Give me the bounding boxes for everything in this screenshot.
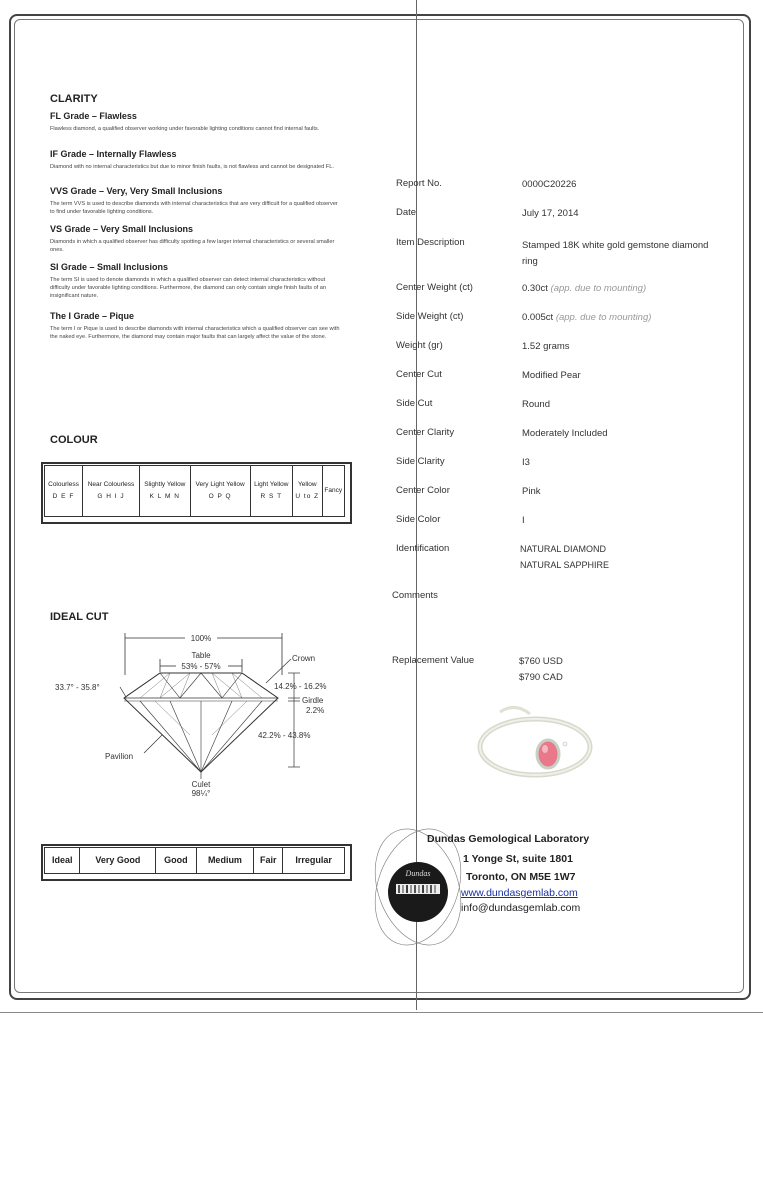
ring-shank — [500, 707, 530, 714]
label-center-cut: Center Cut — [396, 369, 442, 380]
grade-vvs-desc: The term VVS is used to describe diamonds with internal characteristics that are very difficult for a qualified observer to find under favorable lighting conditions. — [50, 201, 338, 215]
value-item-description: Stamped 18K white gold gemstone diamond ring — [522, 240, 709, 267]
colour-letters: D E F — [52, 493, 75, 500]
lab-email: info@dundasgemlab.com — [461, 902, 581, 914]
cut-cell-medium: Medium — [196, 848, 254, 874]
label-side-clarity: Side Clarity — [396, 456, 445, 467]
cut-cell-fair: Fair — [254, 848, 283, 874]
label-side-color: Side Color — [396, 514, 441, 525]
label-center-weight: Center Weight (ct) — [396, 282, 473, 293]
grade-fl-desc: Flawless diamond, a qualified observer working under favorable lighting conditions cannot find internal faults. — [50, 126, 320, 132]
culet-value: 98¼° — [191, 789, 211, 798]
colour-cell-yellow — [292, 466, 322, 517]
label-center-color: Center Color — [396, 485, 450, 496]
pavilion-facet-5 — [201, 701, 262, 772]
ideal-cut-heading: IDEAL CUT — [50, 611, 109, 623]
label-date: Date — [396, 207, 417, 218]
value-side-clarity: I3 — [522, 457, 530, 468]
girdle-value: 2.2% — [306, 706, 325, 715]
ring-photo — [470, 692, 600, 792]
crown-facets-fine-right — [212, 673, 262, 698]
colour-letters: O P Q — [208, 493, 232, 500]
value-report-no: 0000C20226 — [522, 179, 577, 190]
cut-cell-good: Good — [156, 848, 196, 874]
table-range: 53% - 57% — [181, 662, 221, 671]
crown-facets — [124, 673, 278, 698]
clarity-heading: CLARITY — [50, 93, 98, 105]
grade-i-desc: The term I or Pique is used to describe diamonds with internal characteristics which a qualified observer can see with the naked eye. Furthermore, the diamond may contain major faults that can largely affect the value of the stone. — [50, 326, 340, 340]
grade-if-title: IF Grade – Internally Flawless — [50, 149, 177, 159]
colour-letters: R S T — [260, 493, 283, 500]
colour-letters: K L M N — [149, 493, 180, 500]
label-identification: Identification — [396, 543, 450, 554]
value-center-color: Pink — [522, 486, 541, 497]
table-label: Table — [191, 651, 211, 660]
crown-angle-pointer — [120, 687, 126, 697]
label-comments: Comments — [392, 590, 438, 601]
pavilion-facet-2 — [170, 701, 201, 772]
girdle-label: Girdle — [302, 696, 324, 705]
cut-cell-ideal: Ideal — [45, 848, 80, 874]
side-diamond — [563, 742, 567, 746]
label-side-cut: Side Cut — [396, 398, 433, 409]
center-weight-note: (app. due to mounting) — [550, 283, 647, 294]
cut-cell-very-good: Very Good — [80, 848, 156, 874]
value-side-cut: Round — [522, 399, 550, 410]
grade-fl-title: FL Grade – Flawless — [50, 111, 137, 121]
pavilion-facet-4 — [201, 701, 232, 772]
pavilion-facet-1 — [140, 701, 201, 772]
colour-name: Slightly Yellow — [144, 481, 186, 488]
label-weight-gr: Weight (gr) — [396, 340, 443, 351]
seal-text: Dundas — [405, 869, 431, 878]
colour-name: Light Yellow — [254, 481, 289, 488]
colour-letters: G H I J — [97, 493, 125, 500]
colour-name: Yellow — [297, 481, 317, 488]
crown-height: 14.2% - 16.2% — [274, 682, 327, 691]
colour-cell-very-light-yellow — [190, 466, 250, 517]
colour-heading: COLOUR — [50, 434, 98, 446]
label-report-no: Report No. — [396, 178, 442, 189]
value-identification-1: NATURAL DIAMOND — [520, 544, 607, 554]
lab-website-link[interactable]: www.dundasgemlab.com — [461, 887, 578, 899]
grade-vvs-title: VVS Grade – Very, Very Small Inclusions — [50, 186, 223, 196]
colour-name: Fancy — [324, 487, 343, 494]
lab-address-1: 1 Yonge St, suite 1801 — [463, 853, 573, 865]
colour-scale-table — [44, 465, 345, 517]
value-identification-2: NATURAL SAPPHIRE — [520, 560, 610, 570]
stone-highlight — [542, 745, 548, 753]
label-center-clarity: Center Clarity — [396, 427, 455, 438]
ring-band-highlight — [480, 719, 590, 775]
label-side-weight: Side Weight (ct) — [396, 311, 464, 322]
crown-label: Crown — [292, 654, 316, 663]
value-center-weight — [522, 283, 646, 294]
value-date: July 17, 2014 — [522, 208, 579, 219]
crown-pointer — [266, 659, 291, 683]
value-side-weight — [522, 312, 651, 323]
colour-cell-colourless — [45, 466, 83, 517]
colour-name: Near Colourless — [87, 481, 135, 488]
colour-cell-slightly-yellow — [140, 466, 191, 517]
value-center-cut: Modified Pear — [522, 370, 581, 381]
grade-if-desc: Diamond with no internal characteristics but due to minor finish faults, is not flawless and cannot be designated FL. — [50, 164, 334, 170]
crown-angle: 33.7° - 35.8° — [55, 683, 100, 692]
colour-name: Colourless — [48, 481, 79, 488]
side-weight-value: 0.005ct — [522, 312, 554, 323]
pink-stone — [537, 740, 559, 768]
pavilion-depth: 42.2% - 43.8% — [258, 731, 311, 740]
lab-address-2: Toronto, ON M5E 1W7 — [466, 871, 576, 883]
colour-letters: U to Z — [295, 493, 320, 500]
lab-name: Dundas Gemological Laboratory — [427, 833, 590, 845]
value-center-clarity: Moderately Included — [522, 428, 608, 439]
page-edge — [0, 1012, 763, 1013]
label-item-description: Item Description — [396, 237, 465, 248]
crown-facets-fine — [140, 673, 190, 698]
center-weight-value: 0.30ct — [522, 283, 548, 294]
culet-label: Culet — [191, 780, 211, 789]
label-replacement-value: Replacement Value — [392, 655, 475, 666]
colour-cell-light-yellow — [250, 466, 292, 517]
pavilion-pointer — [144, 735, 162, 753]
cut-cell-irregular: Irregular — [283, 848, 345, 874]
grade-i-title: The I Grade – Pique — [50, 311, 135, 321]
pavilion-label: Pavilion — [105, 752, 134, 761]
value-replacement-usd: $760 USD — [519, 656, 563, 667]
grade-si-title: SI Grade – Small Inclusions — [50, 262, 169, 272]
colour-cell-fancy — [322, 466, 344, 517]
diamond-cut-diagram — [40, 625, 360, 805]
grade-vs-desc: Diamonds in which a qualified observer has difficulty spotting a few larger internal characteristics or several smaller ones. — [50, 239, 335, 253]
width-label: 100% — [190, 634, 212, 643]
value-side-color: I — [522, 515, 525, 526]
grade-si-desc: The term SI is used to denote diamonds in which a qualified observer can detect internal characteristics without difficulty under favorable lighting conditions. Furthermore, the diamond can only contain single finish faults of an insignificant nature. — [50, 277, 327, 299]
grade-vs-title: VS Grade – Very Small Inclusions — [50, 224, 194, 234]
side-weight-note: (app. due to mounting) — [555, 312, 652, 323]
colour-name: Very Light Yellow — [195, 481, 245, 488]
colour-cell-near-colourless — [82, 466, 139, 517]
cut-scale-table — [44, 847, 345, 874]
value-replacement-cad: $790 CAD — [519, 672, 563, 683]
value-weight-gr: 1.52 grams — [522, 341, 570, 352]
